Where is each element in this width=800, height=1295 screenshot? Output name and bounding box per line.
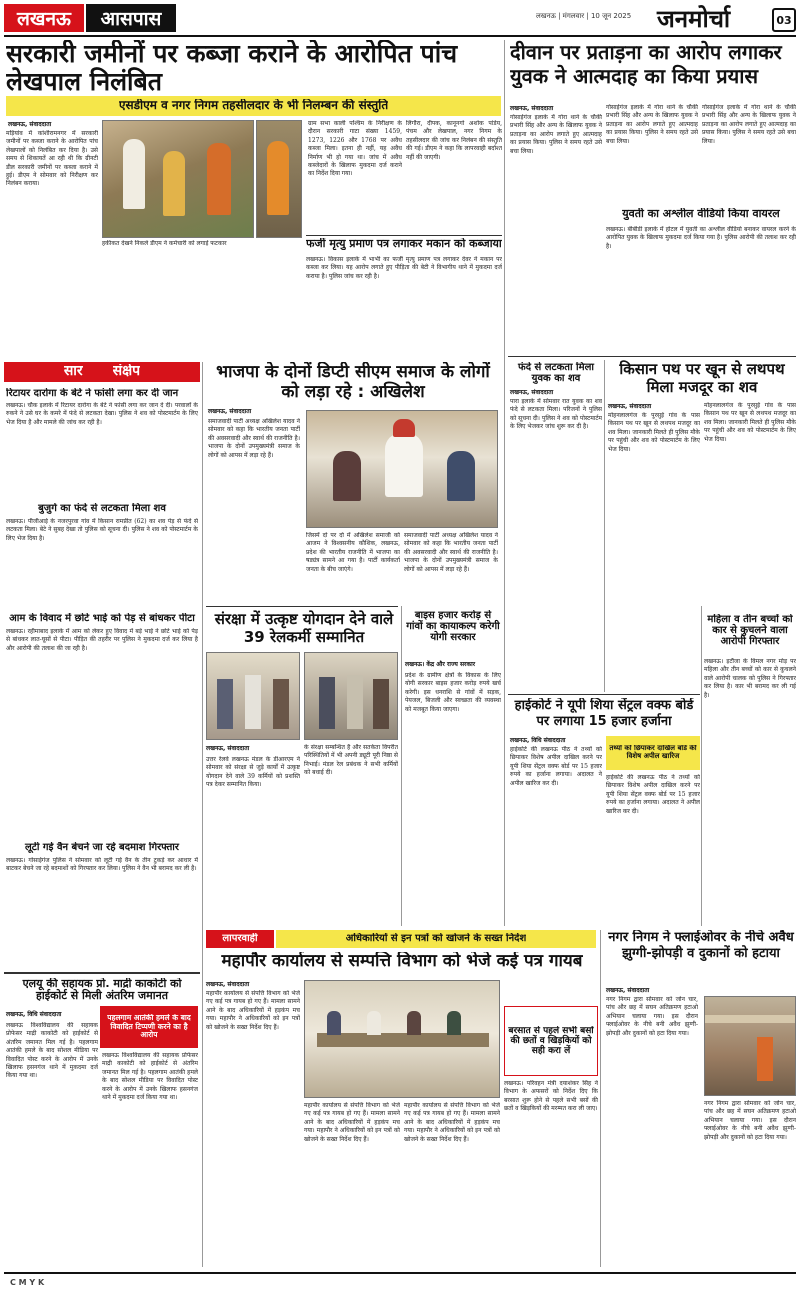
- rule: [206, 606, 398, 607]
- waqf-col2: हाईकोर्ट की लखनऊ पीठ ने तथ्यों को छिपाकर विशेष अपील दाखिल करने पर यूपी शिया सेंट्रल वक्फ बोर्ड पर 15 हजार रुपये का हर्जाना लगाया। अदालत ने अपील खारिज कर दी।: [606, 774, 700, 815]
- masthead-city: लखनऊ: [536, 12, 556, 20]
- masthead-dateline: लखनऊ | मंगलवार | 10 जून 2025: [536, 12, 632, 20]
- kisan-headline: किसान पथ पर खून से लथपथ मिला मजदूर का शव: [619, 360, 785, 396]
- photo-figure: [207, 143, 231, 215]
- section-tag-right: [86, 4, 176, 32]
- page-number: 03: [772, 8, 796, 32]
- sar-bar: [4, 362, 200, 382]
- lapravahi-photo: [304, 980, 500, 1098]
- lapravahi-text: महापौर कार्यालय से संपत्ति विभाग को भेजे गए कई पत्र गायब हो गए हैं। मामला सामने आने के बाद अधिकारियों में हड़कंप मच गया। महापौर ने अधिकारियों को इन पत्रों को खोजने के सख्त निर्देश दिए हैं।: [206, 990, 300, 1031]
- flyover-col2: नगर निगम द्वारा सोमवार को जोन चार, पांच और छह में सघन अतिक्रमण हटाओ अभियान चलाया गया। इस दौरान फ्लाईओवर के नीचे बनी अवैध झुग्गी-झोपड़ी और दुकानों को हटा दिया गया।: [704, 1100, 796, 1141]
- rule: [4, 1272, 796, 1274]
- lead-headline: सरकारी जमीनों पर कब्जा कराने के आरोपित पांच लेखपाल निलंबित: [6, 40, 458, 96]
- brief-headline: आम के विवाद में छोटे भाई को पेड़ से बांधकर पीटा: [9, 613, 195, 624]
- bl-pullquote: [100, 1006, 198, 1048]
- masthead-rule: [4, 35, 796, 37]
- rt-dateline: लखनऊ, संवाददाता: [510, 105, 554, 112]
- rule: [4, 972, 200, 974]
- railway-dateline: लखनऊ, संवाददाता: [206, 745, 250, 752]
- flyover-dateline: लखनऊ, संवाददाता: [606, 987, 650, 994]
- photo-figure: [245, 675, 261, 729]
- akhilesh-col2: जिसमें दो पर दो में अखिलेश समाजी को आजम ने विश्वसनीय कौशिक, लखनऊ, प्रदेश की भारतीय राजनीति में भाजपा का षड्यंत्र सामने आ गया है। पार्टी कार्यकर्ता जनता के बीच जाएंगे।: [306, 532, 400, 573]
- mid-top-headline: फर्जी मृत्यु प्रमाण पत्र लगाकर मकान को कब्जाया: [306, 238, 502, 250]
- brief-headline: लूटी गई वैन बेचने जा रहे बदमाश गिरफ्तार: [25, 842, 179, 853]
- bl-pullquote-text: पहलगाम आतंकी हमले के बाद विवादित टिप्पणी करने का है आरोप: [107, 1014, 191, 1040]
- railway-photo-2: [304, 652, 398, 740]
- kisan-text: मोहनलालगंज के पुरसुई गांव के पास किसान पथ पर खून से लथपथ मजदूर का शव मिला। जानकारी मिलते ही पुलिस मौके पर पहुंची और शव को पोस्टमार्टम के लिए भेज दिया।: [608, 412, 700, 453]
- lead-subhead: एसडीएम व नगर निगम तहसीलदार के भी निलम्बन की संस्तुति: [118, 99, 389, 113]
- akhilesh-dateline: लखनऊ, संवाददाता: [208, 408, 252, 415]
- photo-figure: [273, 679, 289, 729]
- akhilesh-photo: [306, 410, 498, 528]
- fande-text: पारा इलाके में सोमवार रात युवक का शव फंदे से लटकता मिला। परिजनों ने पुलिस को सूचना दी। पुलिस ने शव को पोस्टमार्टम के लिए भेजकर जांच शुरू कर दी है।: [510, 398, 602, 431]
- railway-text: उत्तर रेलवे लखनऊ मंडल के डीआरएम ने सोमवार को संरक्षा से जुड़े कार्यों में उत्कृष्ट योगदान देने वाले 39 कर्मियों को प्रशस्ति पत्र देकर सम्मानित किया।: [206, 756, 300, 789]
- kayakalp-dateline: लखनऊ। केंद्र और राज्य सरकार: [405, 661, 476, 668]
- waqf-pullquote: [606, 736, 700, 770]
- lead-col2: ग्राम सभा काली पश्चिम के निरीक्षण के दौरान सरकारी गाटा संख्या 1459, 1273, 1226 और 1768 पर अवैध कब्जा मिला। इतना ही नहीं, यह अवैध निर्माण भी हो गया था। जांच में अवैध कब्जेदारों के खिलाफ मुकदमा दर्ज कराने का निर्देश दिया गया।: [308, 120, 402, 178]
- rule: [508, 694, 700, 695]
- mahila-text: लखनऊ। इटौंजा के विमल नगर मोड़ पर महिला और तीन बच्चों को कार से कुचलने वाले आरोपी चालक को पुलिस ने गिरफ्तार कर लिया है। कार भी बरामद कर ली गई है।: [704, 658, 796, 699]
- railway-col2: के संरक्षा सम्बन्धित है और सतर्कता विपरीत परिस्थितियों में भी अपनी ड्यूटी पूरी निष्ठा से निभाई। मंडल रेल प्रबंधक ने सभी कर्मियों को बधाई दी।: [304, 744, 398, 777]
- rt-col2: गोसाईगंज इलाके में गोरा थाने के चौकी प्रभारी सिंह और अन्य के खिलाफ युवक ने प्रताड़ना का आरोप लगाते हुए आत्मदाह का प्रयास किया। पुलिस ने समय रहते उसे बचा लिया।: [606, 104, 698, 145]
- sar-title-2: संक्षेप: [112, 364, 141, 380]
- lapravahi-headline: महापौर कार्यालय से सम्पत्ति विभाग को भेजे कई पत्र गायब: [221, 952, 583, 971]
- masthead-date: 10 जून 2025: [590, 12, 632, 20]
- brief-text: लखनऊ। रहीमाबाद इलाके में आम को लेकर हुए विवाद में बड़े भाई ने छोटे भाई को पेड़ से बांधकर लात-घूसों से पीटा। पीड़ित की तहरीर पर पुलिस ने मुकदमा दर्ज कर लिया है और आरोपी की तलाश की जा रही है।: [6, 628, 198, 652]
- section-tag-left: लखनऊ: [17, 8, 71, 30]
- photo-figure: [317, 1033, 489, 1047]
- waqf-text: हाईकोर्ट की लखनऊ पीठ ने तथ्यों को छिपाकर विशेष अपील दाखिल करने पर यूपी शिया सेंट्रल वक्फ बोर्ड पर 15 हजार रुपये का हर्जाना लगाया। अदालत ने अपील खारिज कर दी।: [510, 746, 602, 787]
- lead-dateline: लखनऊ, संवाददाता: [8, 121, 52, 128]
- brief-text: लखनऊ। पीजीआई के नजरपुरवा गांव में किसान रामप्रीत (62) का शव पेड़ से फंदे से लटकता मिला। बेटे ने सुबह देखा तो पुलिस को सूचना दी। पुलिस ने शव को पोस्टमार्टम के लिए भेज दिया है।: [6, 518, 198, 542]
- lead-subhead-bar: [6, 96, 501, 116]
- bl-text-2: लखनऊ विश्वविद्यालय की सहायक प्रोफेसर माद्री काकोटी को हाईकोर्ट से अंतरिम जमानत मिल गई है। पहलगाम आतंकी हमले के बाद सोशल मीडिया पर विवादित पोस्ट करने के आरोप में उनके खिलाफ हसनगंज थाने में मुकदमा दर्ज किया गया था।: [102, 1052, 198, 1102]
- brief-headline: रिटायर दारोगा के बेटे ने फांसी लगा कर दी जान: [6, 388, 179, 399]
- flyover-photo: [704, 996, 796, 1096]
- lead-col3: लिंगौरा, दीपक, कानूनगो अशोक पांडेय, पंचम और लेखपाल, नगर निगम के तहसीलदार की जांच कर निलंबन की संस्तुति की गई। डीएम ने कहा कि लापरवाही बर्दाश्त नहीं की जाएगी।: [406, 120, 502, 161]
- kayakalp-text: प्रदेश के ग्रामीण क्षेत्रों के विकास के लिए योगी सरकार बाइस हजार करोड़ रुपये खर्च करेगी। इस धनराशि से गांवों में सड़क, पेयजल, बिजली और स्वच्छता की व्यवस्था को मजबूत किया जाएगा।: [405, 672, 501, 713]
- section-tag-right-label: आसपास: [100, 8, 162, 30]
- sar-title-1: सार: [63, 364, 83, 380]
- lapravahi-label: [206, 930, 274, 948]
- rule: [306, 235, 502, 236]
- photo-figure: [447, 451, 475, 501]
- rule: [504, 40, 505, 926]
- lapravahi-col2: महापौर कार्यालय से संपत्ति विभाग को भेजे गए कई पत्र गायब हो गए हैं। मामला सामने आने के बाद अधिकारियों में हड़कंप मच गया। महापौर ने अधिकारियों को इन पत्रों को खोजने के सख्त निर्देश दिए हैं।: [304, 1102, 400, 1143]
- photo-figure: [393, 419, 415, 437]
- photo-figure: [373, 679, 389, 729]
- fande-dateline: लखनऊ, संवाददाता: [510, 389, 554, 396]
- rule: [202, 362, 203, 1267]
- lapravahi-pq-text: लखनऊ। परिवहन मंत्री दयाशंकर सिंह ने विभाग के अफसरों को निर्देश दिए कि बरसात शुरू होने से पहले सभी बसों की छतों व खिड़कियों की मरम्मत करा ली जाए।: [504, 1080, 598, 1113]
- photo-figure: [123, 139, 145, 209]
- brief-text: लखनऊ। चौक इलाके में रिटायर दारोगा के बेटे ने फांसी लगा कर जान दे दी। परवालों के रुकने ने उसे घर के कमरे में फंदे से लटकता देखा। पुलिस ने शव को पोस्टमार्टम के लिए भेज दिया है और मामले की जांच कर रही है।: [6, 402, 198, 426]
- photo-figure: [333, 451, 361, 501]
- lead-photo-caption: हकीकत देखने निकले डीएम ने कर्मचारी को लगाई फटकार: [102, 240, 227, 247]
- flyover-headline: नगर निगम ने फ्लाईओवर के नीचे अवैध झुग्गी-झोपड़ी व दुकानों को हटाया: [608, 930, 794, 961]
- lapravahi-pullquote: [504, 1006, 598, 1076]
- akhilesh-text: समाजवादी पार्टी अध्यक्ष अखिलेश यादव ने सोमवार को कहा कि भारतीय जनता पार्टी की अवसरवादी और स्वार्थ की राजनीति है। भाजपा के दोनों उपमुख्यमंत्री समाज के लोगों को आपस में लड़ा रहे हैं।: [208, 418, 300, 459]
- lapravahi-col3: महापौर कार्यालय से संपत्ति विभाग को भेजे गए कई पत्र गायब हो गए हैं। मामला सामने आने के बाद अधिकारियों में हड़कंप मच गया। महापौर ने अधिकारियों को इन पत्रों को खोजने के सख्त निर्देश दिए हैं।: [404, 1102, 500, 1143]
- masthead-day: मंगलवार: [562, 12, 585, 20]
- lead-photo: [102, 120, 254, 238]
- photo-figure: [367, 1011, 381, 1035]
- paper-name: जनमोर्चा: [657, 5, 731, 33]
- railway-headline: संरक्षा में उत्कृष्ट योगदान देने वाले 39 रेलकर्मी सम्मानित: [214, 610, 394, 646]
- photo-figure: [217, 679, 233, 729]
- rt-sub-text: लखनऊ। बीबीडी इलाके में होटल में युवती का अश्लील वीडियो बनाकर वायरल करने के आरोपित युवक के खिलाफ मुकदमा दर्ज किया गया है। पुलिस आरोपी की तलाश कर रही है।: [606, 226, 796, 250]
- photo-figure: [385, 433, 423, 497]
- rule: [600, 930, 601, 1267]
- lead-photo-2: [256, 120, 302, 238]
- mahila-headline: महिला व तीन बच्चों को कार से कुचलने वाला आरोपी गिरफ्तार: [707, 614, 793, 648]
- mid-top-text: लखनऊ। विकास इलाके में भाभी का फर्जी मृत्यु प्रमाण पत्र लगाकर देवर ने मकान पर कब्जा कर लिया। यह आरोप लगाते हुए पीड़िता की बेटी ने विभागीय थाने में मुकदमा दर्ज कराया है। पुलिस जांच कर रही है।: [306, 256, 502, 280]
- waqf-pullquote-text: तथ्यों को छिपाकर दाखिल बोर्ड की विशेष अपील खारिज: [609, 745, 697, 760]
- kisan-dateline: लखनऊ, संवाददाता: [608, 403, 652, 410]
- photo-figure: [327, 1011, 341, 1035]
- waqf-headline: हाईकोर्ट ने यूपी शिया सेंट्रल वक्फ बोर्ड पर लगाया 15 हजार हर्जाना: [514, 698, 694, 729]
- rt-sub-headline: युवती का अश्लील वीडियो किया वायरल: [622, 208, 780, 220]
- photo-figure: [757, 1037, 773, 1081]
- lead-intro: मड़ियांव में कांशीरामनगर में सरकारी जमीनों पर कब्जा कराने के आरोपित पांच लेखपालों को निलंबित कर दिया है। उसे समय से शिकायतें आ रही थी कि ग्रीनटी डील सरकारी जमीनों पर कब्जा कराने में हुई। डीएम ने सोमवार को निरीक्षण कर निलंबन कराया।: [6, 130, 98, 188]
- rule: [604, 360, 605, 692]
- flyover-text: नगर निगम द्वारा सोमवार को जोन चार, पांच और छह में सघन अतिक्रमण हटाओ अभियान चलाया गया। इस दौरान फ्लाईओवर के नीचे बनी अवैध झुग्गी-झोपड़ी और दुकानों को हटा दिया गया।: [606, 996, 698, 1037]
- photo-figure: [319, 677, 335, 729]
- kayakalp-headline: बाइस हजार करोड़ से गांवों का कायाकल्प करेगी योगी सरकार: [406, 610, 500, 644]
- rt-text: गोसाईगंज इलाके में गोरा थाने के चौकी प्रभारी सिंह और अन्य के खिलाफ युवक ने प्रताड़ना का आरोप लगाते हुए आत्मदाह का प्रयास किया। पुलिस ने समय रहते उसे बचा लिया।: [510, 114, 602, 155]
- lapravahi-banner-text: अधिकारियों से इन पत्रों को खोजने के सख्त निर्देश: [345, 933, 527, 945]
- railway-photo: [206, 652, 300, 740]
- bl-text: लखनऊ विश्वविद्यालय की सहायक प्रोफेसर माद्री काकोटी को हाईकोर्ट से अंतरिम जमानत मिल गई है। पहलगाम आतंकी हमले के बाद सोशल मीडिया पर विवादित पोस्ट करने के आरोप में उनके खिलाफ हसनगंज थाने में मुकदमा दर्ज किया गया था।: [6, 1022, 98, 1080]
- waqf-dateline: लखनऊ, विधि संवाददाता: [510, 737, 566, 744]
- akhilesh-headline: भाजपा के दोनों डिप्टी सीएम समाज के लोगों को लड़ा रहे : अखिलेश: [216, 362, 490, 402]
- akhilesh-col3: समाजवादी पार्टी अध्यक्ष अखिलेश यादव ने सोमवार को कहा कि भारतीय जनता पार्टी की अवसरवादी और स्वार्थ की राजनीति है। भाजपा के दोनों उपमुख्यमंत्री समाज के लोगों को आपस में लड़ा रहे हैं।: [404, 532, 498, 573]
- lapravahi-banner: [276, 930, 596, 948]
- bl-headline: एलयू की सहायक प्रो. माद्री काकोटी को हाईकोर्ट से मिली अंतरिम जमानत: [22, 978, 182, 1003]
- brief-text: लखनऊ। गोसाईगंज पुलिस ने सोमवार को लूटी गई वैन के तीन टुकड़े कर आधार में बाटकर बेचने जा रहे बदमाशों को गिरफ्तार कर लिया। पुलिस ने वैन भी बरामद कर ली है।: [6, 857, 198, 873]
- photo-figure: [407, 1011, 421, 1035]
- rule: [508, 356, 796, 357]
- fande-headline: फंदे से लटकता मिला युवक का शव: [518, 362, 594, 385]
- photo-figure: [447, 1011, 461, 1035]
- rule: [401, 606, 402, 926]
- lapravahi-pullquote-text: बरसात से पहले सभी बसों की छतों व खिड़कियों को सही करा लें: [508, 1025, 594, 1057]
- rt-col3: गोसाईगंज इलाके में गोरा थाने के चौकी प्रभारी सिंह और अन्य के खिलाफ युवक ने प्रताड़ना का आरोप लगाते हुए आत्मदाह का प्रयास किया। पुलिस ने समय रहते उसे बचा लिया।: [702, 104, 796, 145]
- section-tag: [4, 4, 84, 32]
- lapravahi-label-text: लापरवाही: [222, 933, 258, 945]
- photo-figure: [347, 675, 363, 729]
- rt-headline: दीवान पर प्रताड़ना का आरोप लगाकर युवक ने आत्मदाह का किया प्रयास: [510, 40, 782, 88]
- bl-dateline: लखनऊ, विधि संवाददाता: [6, 1011, 62, 1018]
- lapravahi-dateline: लखनऊ, संवाददाता: [206, 981, 250, 988]
- footer-registration: C M Y K: [10, 1278, 45, 1287]
- photo-figure: [267, 141, 289, 215]
- rule: [701, 606, 702, 926]
- brief-headline: बुजुर्ग का फंदे से लटकता मिला शव: [38, 503, 166, 514]
- photo-figure: [163, 151, 185, 216]
- kisan-col2: मोहनलालगंज के पुरसुई गांव के पास किसान पथ पर खून से लथपथ मजदूर का शव मिला। जानकारी मिलते ही पुलिस मौके पर पहुंची और शव को पोस्टमार्टम के लिए भेज दिया।: [704, 402, 796, 443]
- photo-figure: [705, 1015, 796, 1023]
